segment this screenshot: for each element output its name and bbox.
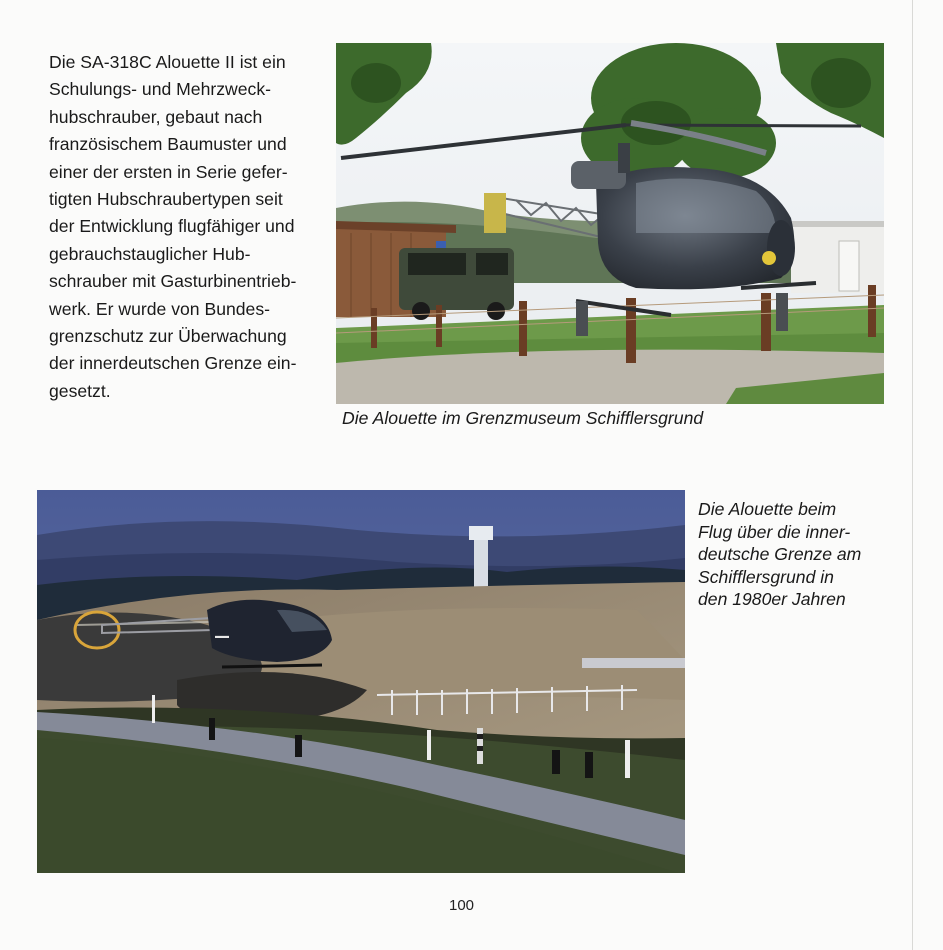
border-flight-illustration <box>37 490 685 873</box>
body-line: gebrauchstauglicher Hub- <box>49 243 251 264</box>
museum-helicopter-illustration <box>336 43 884 404</box>
body-paragraph <box>49 49 329 405</box>
body-line: grenzschutz zur Überwachung <box>49 326 287 347</box>
caption-line: Schifflersgrund in <box>698 566 834 587</box>
body-line: gesetzt. <box>49 380 111 401</box>
body-line: Schulungs- und Mehrzweck- <box>49 79 271 100</box>
svg-text:▬▬: ▬▬ <box>215 633 229 640</box>
bottom-photo-caption <box>698 498 861 611</box>
caption-line: Flug über die inner- <box>698 521 851 542</box>
body-line: werk. Er wurde von Bundes- <box>49 298 270 319</box>
body-line: Die SA-318C Alouette II ist ein <box>49 52 286 72</box>
caption-line: deutsche Grenze am <box>698 544 862 565</box>
body-line: hubschrauber, gebaut nach <box>49 106 263 127</box>
body-line: französischem Baumuster und <box>49 134 287 155</box>
top-photo-caption: Die Alouette im Grenzmuseum Schifflersgrund <box>342 408 704 428</box>
body-line: der innerdeutschen Grenze ein- <box>49 353 297 374</box>
body-line: schrauber mit Gasturbinentrieb- <box>49 271 297 292</box>
page-number: 100 <box>448 897 475 914</box>
body-line: tigten Hubschraubertypen seit <box>49 189 283 210</box>
museum-helicopter-photo <box>336 43 884 404</box>
caption-line: den 1980er Jahren <box>698 589 846 610</box>
caption-line: Die Alouette beim <box>698 499 837 519</box>
body-line: einer der ersten in Serie gefer- <box>49 161 288 182</box>
page-edge <box>912 0 913 950</box>
body-line: der Entwicklung flugfähiger und <box>49 216 295 237</box>
border-flight-photo <box>37 490 685 873</box>
